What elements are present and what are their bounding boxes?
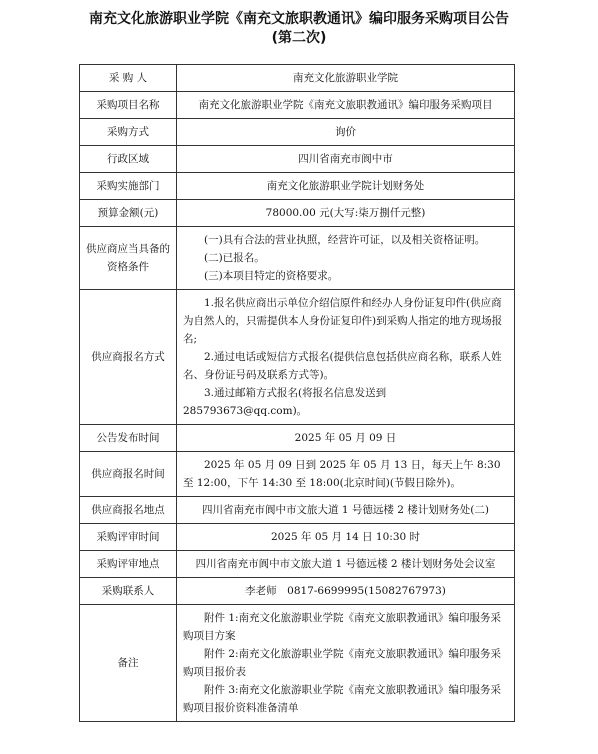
attachment-item: 附件 2:南充文化旅游职业学院《南充文旅职教通讯》编印服务采购项目报价表 — [183, 648, 502, 678]
table-row — [80, 524, 515, 551]
attachment-item: 附件 3:南充文化旅游职业学院《南充文旅职教通讯》编印服务采购项目报价资料准备清单 — [183, 684, 502, 714]
row-value-review-place: 四川省南充市阆中市文旅大道 1 号德远楼 2 楼计划财务处会议室 — [177, 551, 515, 578]
table-row — [80, 200, 515, 227]
qualification-item: (二)已报名。 — [204, 252, 265, 264]
table-row — [80, 452, 515, 497]
row-label-review-time: 采购评审时间 — [80, 524, 177, 551]
table-row — [80, 92, 515, 119]
table-row — [80, 425, 515, 452]
row-label-qualifications: 供应商应当具备的资格条件 — [80, 227, 177, 290]
title-line-2: (第二次) — [271, 30, 327, 46]
row-value-qualifications — [177, 227, 515, 290]
procurement-table — [79, 64, 515, 722]
row-label-budget: 预算金额(元) — [80, 200, 177, 227]
row-value-registration-place: 四川省南充市阆中市文旅大道 1 号德远楼 2 楼计划财务处(二) — [177, 497, 515, 524]
table-row — [80, 497, 515, 524]
row-value-budget: 78000.00 元(大写:柒万捌仟元整) — [177, 200, 515, 227]
table-row — [80, 578, 515, 605]
row-label-method: 采购方式 — [80, 119, 177, 146]
table-row — [80, 551, 515, 578]
document-title — [0, 10, 598, 48]
row-value-method: 询价 — [177, 119, 515, 146]
row-label-purchaser: 采 购 人 — [80, 65, 177, 92]
registration-method-item: 2.通过电话或短信方式报名(提供信息包括供应商名称，联系人姓名、身份证号码及联系方式等)。 — [183, 351, 502, 381]
row-value-registration-time: 2025 年 05 月 09 日到 2025 年 05 月 13 日，每天上午 8:30 至 12:00，下午 14:30 至 18:00(北京时间)(节假日除外)。 — [177, 452, 515, 497]
qualification-item: (一)具有合法的营业执照，经营许可证，以及相关资格证明。 — [204, 234, 486, 246]
row-value-contact: 李老师 0817-6699995(15082767973) — [177, 578, 515, 605]
qualification-item: (三)本项目特定的资格要求。 — [204, 270, 339, 282]
row-value-purchaser: 南充文化旅游职业学院 — [177, 65, 515, 92]
attachment-item: 附件 1:南充文化旅游职业学院《南充文旅职教通讯》编印服务采购项目方案 — [183, 612, 502, 642]
registration-method-item: 3.通过邮箱方式报名(将报名信息发送到 285793673@qq.com)。 — [183, 387, 387, 417]
row-value-project-name: 南充文化旅游职业学院《南充文旅职教通讯》编印服务采购项目 — [177, 92, 515, 119]
row-value-registration-method — [177, 290, 515, 425]
table-row — [80, 227, 515, 290]
row-label-region: 行政区域 — [80, 146, 177, 173]
row-label-contact: 采购联系人 — [80, 578, 177, 605]
row-label-registration-method: 供应商报名方式 — [80, 290, 177, 425]
table-row — [80, 605, 515, 722]
table-row — [80, 290, 515, 425]
row-label-project-name: 采购项目名称 — [80, 92, 177, 119]
table-row — [80, 119, 515, 146]
table-row — [80, 173, 515, 200]
row-label-department: 采购实施部门 — [80, 173, 177, 200]
row-label-remarks: 备注 — [80, 605, 177, 722]
table-row — [80, 146, 515, 173]
row-value-department: 南充文化旅游职业学院计划财务处 — [177, 173, 515, 200]
title-line-1: 南充文化旅游职业学院《南充文旅职教通讯》编印服务采购项目公告 — [89, 11, 509, 27]
table-row — [80, 65, 515, 92]
row-label-review-place: 采购评审地点 — [80, 551, 177, 578]
row-value-remarks — [177, 605, 515, 722]
registration-method-item: 1.报名供应商出示单位介绍信原件和经办人身份证复印件(供应商为自然人的，只需提供本人身份证复印件)到采购人指定的地方现场报名; — [183, 297, 503, 345]
row-value-review-time: 2025 年 05 月 14 日 10:30 时 — [177, 524, 515, 551]
row-label-registration-time: 供应商报名时间 — [80, 452, 177, 497]
row-value-region: 四川省南充市阆中市 — [177, 146, 515, 173]
row-label-publish-time: 公告发布时间 — [80, 425, 177, 452]
row-label-registration-place: 供应商报名地点 — [80, 497, 177, 524]
row-value-publish-time: 2025 年 05 月 09 日 — [177, 425, 515, 452]
